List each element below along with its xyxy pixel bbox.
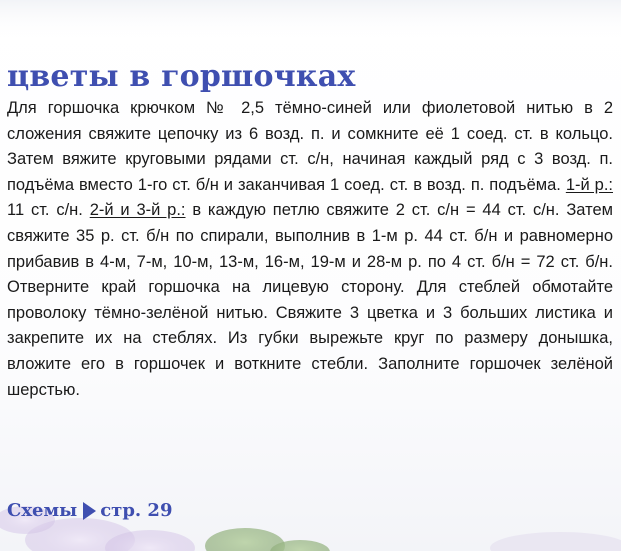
body-text-run: 11 ст. с/н. xyxy=(7,201,90,220)
row-1-label: 1-й р.: xyxy=(565,175,613,194)
body-text-run: в каждую петлю свяжите 2 ст. с/н = 44 ст. с/н. Затем свяжите 35 р. ст. б/н по спирали, выполнив в 1-м р. 44 ст. б/н и равномерно прибавив в 4-м, 7-м, 10-м, 13-м, 16-м, 19-м и 28-м р. по 4 ст. б/н = 72 ст. б/н. Отверните край горшочка на лицевую сторону. Для стеблей обмотайте проволоку тёмно-зелёной нитью. Свяжите 3 цветка и 3 больших листика и закрепите их на стеблях. Из губки вырежьте круг по размеру донышка, вложите его в горшочек и воткните стебли. Заполните горшочек зелёной шерстью. xyxy=(7,201,613,399)
flower-petal xyxy=(490,532,621,551)
rows-2-3-label: 2-й и 3-й р.: xyxy=(89,201,186,220)
article-title: цветы в горшочках xyxy=(7,59,356,94)
article-body xyxy=(7,96,613,403)
article xyxy=(7,60,613,403)
schema-page-reference-link[interactable] xyxy=(7,500,172,521)
body-text-run: Для горшочка крючком № 2,5 тёмно-синей или фиолетовой нитью в 2 сложения свяжите цепочку из 6 возд. п. и сомкните её 1 соед. ст. в кольцо. Затем вяжите круговыми рядами ст. с/н, начиная каждый ряд с 3 возд. п. подъёма вместо 1-го ст. б/н и заканчивая 1 соед. ст. в возд. п. подъёма. xyxy=(7,99,613,194)
schema-label: Схемы xyxy=(7,500,78,521)
top-shading xyxy=(0,0,621,40)
triangle-right-icon xyxy=(83,502,96,520)
page-reference: стр. 29 xyxy=(100,500,173,521)
